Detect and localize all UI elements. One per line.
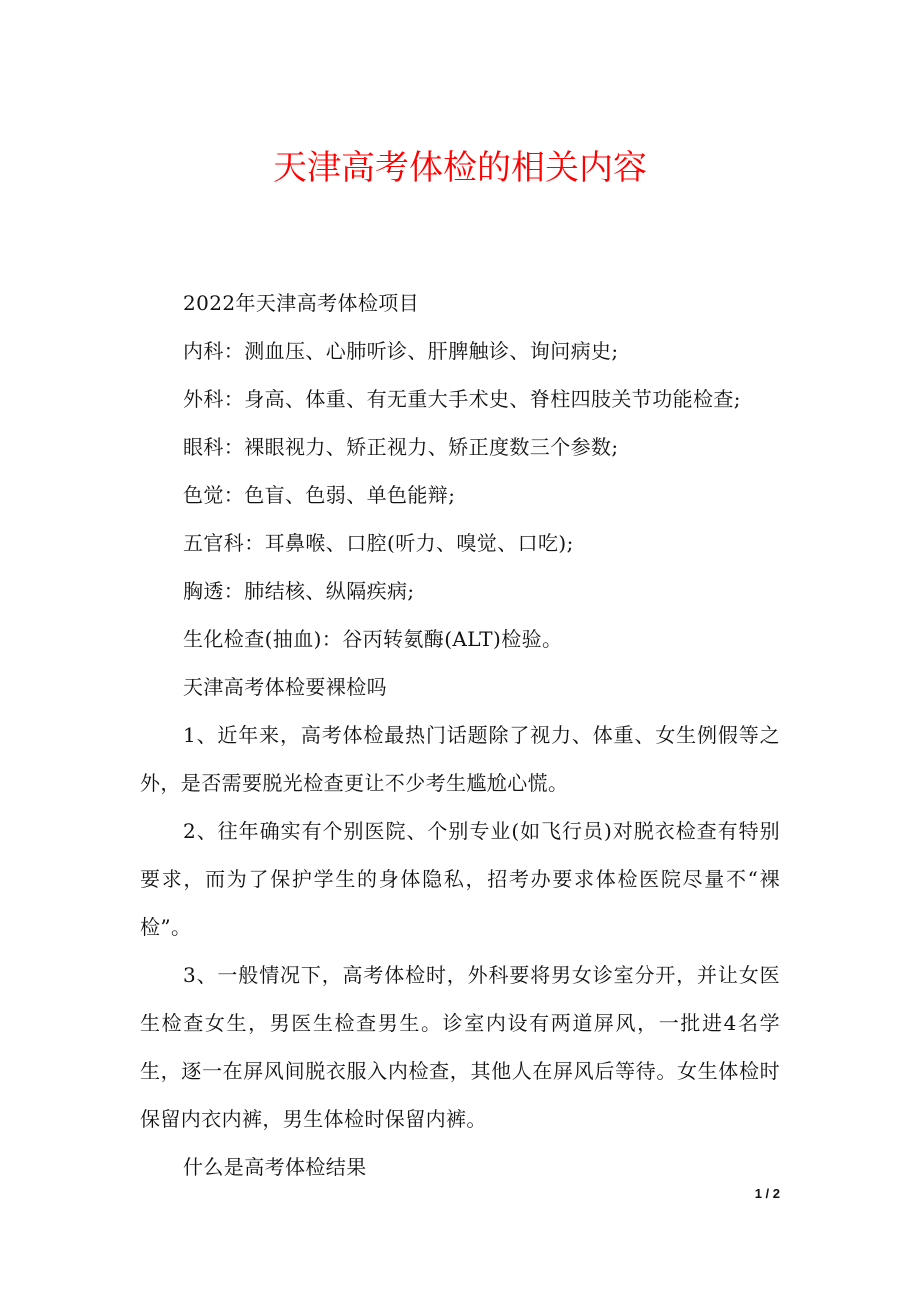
section-heading-naked-exam: 天津高考体检要裸检吗 xyxy=(183,675,387,699)
section-heading-exam-results: 什么是高考体检结果 xyxy=(183,1155,367,1179)
exam-item-surgery: 外科：身高、体重、有无重大手术史、脊柱四肢关节功能检查; xyxy=(183,387,741,411)
paragraph-point-2: 2、往年确实有个别医院、个别专业(如飞行员)对脱衣检查有特别要求，而为了保护学生的身体隐私，招考办要求体检医院尽量不“裸检”。 xyxy=(140,819,780,939)
exam-item-color-vision: 色觉：色盲、色弱、单色能辩; xyxy=(183,483,456,507)
page-number: 1 / 2 xyxy=(754,1186,780,1201)
paragraph-point-3: 3、一般情况下，高考体检时，外科要将男女诊室分开，并让女医生检查女生，男医生检查男生。诊室内设有两道屏风，一批进4名学生，逐一在屏风间脱衣服入内检查，其他人在屏风后等待。女生体检时保留内衣内裤，男生体检时保留内裤。 xyxy=(140,963,780,1131)
document-title: 天津高考体检的相关内容 xyxy=(273,148,647,188)
exam-item-biochemistry: 生化检查(抽血)：谷丙转氨酶(ALT)检验。 xyxy=(183,627,563,651)
exam-item-internal-medicine: 内科：测血压、心肺听诊、肝脾触诊、询问病史; xyxy=(183,339,619,363)
section-heading-exam-items: 2022年天津高考体检项目 xyxy=(183,291,420,315)
paragraph-point-1: 1、近年来，高考体检最热门话题除了视力、体重、女生例假等之外，是否需要脱光检查更让不少考生尴尬心慌。 xyxy=(140,723,780,795)
exam-item-chest-xray: 胸透：肺结核、纵隔疾病; xyxy=(183,579,415,603)
exam-item-ent: 五官科：耳鼻喉、口腔(听力、嗅觉、口吃); xyxy=(183,531,574,555)
document-body xyxy=(140,279,780,1191)
exam-item-ophthalmology: 眼科：裸眼视力、矫正视力、矫正度数三个参数; xyxy=(183,435,619,459)
